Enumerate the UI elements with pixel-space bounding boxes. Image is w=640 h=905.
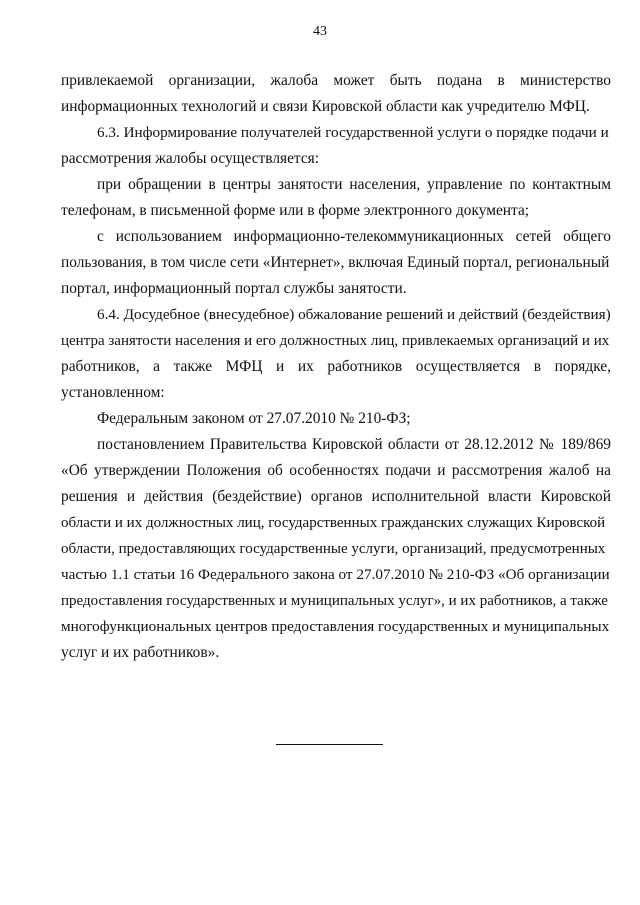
text-line: установленном: [61,384,165,401]
text-line: при обращении в центры занятости населения, управление по контактным [97,176,611,193]
text-line: постановлением Правительства Кировской области от 28.12.2012 № 189/869 [97,436,611,453]
text-line: 6.3. Информирование получателей государственной услуги о порядке подачи и [97,124,609,141]
text-line: привлекаемой организации, жалоба может быть подана в министерство [61,72,611,89]
text-line: с использованием информационно-телекоммуникационных сетей общего [97,228,611,245]
text-line: телефонам, в письменной форме или в форме электронного документа; [61,202,530,219]
text-line: 6.4. Досудебное (внесудебное) обжалование решений и действий (бездействия) [97,306,611,323]
end-divider [276,744,383,745]
text-line: многофункциональных центров предоставления государственных и муниципальных [61,618,610,635]
text-line: пользования, в том числе сети «Интернет», включая Единый портал, региональный [61,254,610,271]
text-line: «Об утверждении Положения об особенностях подачи и рассмотрения жалоб на [61,462,611,479]
text-line: решения и действия (бездействие) органов исполнительной власти Кировской [61,488,611,505]
text-line: центра занятости населения и его должностных лиц, привлекаемых организаций и их [61,333,610,349]
text-line: рассмотрения жалобы осуществляется: [61,150,320,167]
text-line: работников, а также МФЦ и их работников осуществляется в порядке, [61,358,611,375]
text-line: области и их должностных лиц, государственных гражданских служащих Кировской [61,515,606,531]
text-line: Федеральным законом от 27.07.2010 № 210-ФЗ; [97,410,411,427]
text-line: частью 1.1 статьи 16 Федерального закона от 27.07.2010 № 210-ФЗ «Об организации [61,566,610,583]
text-line: услуг и их работников». [61,644,220,661]
text-line: информационных технологий и связи Кировской области как учредителю МФЦ. [61,98,590,115]
document-body [61,68,611,666]
page-number: 43 [313,24,327,39]
text-line: области, предоставляющих государственные услуги, организаций, предусмотренных [61,541,606,557]
text-line: портал, информационный портал службы занятости. [61,280,407,297]
text-line: предоставления государственных и муниципальных услуг», и их работников, а также [61,593,608,609]
